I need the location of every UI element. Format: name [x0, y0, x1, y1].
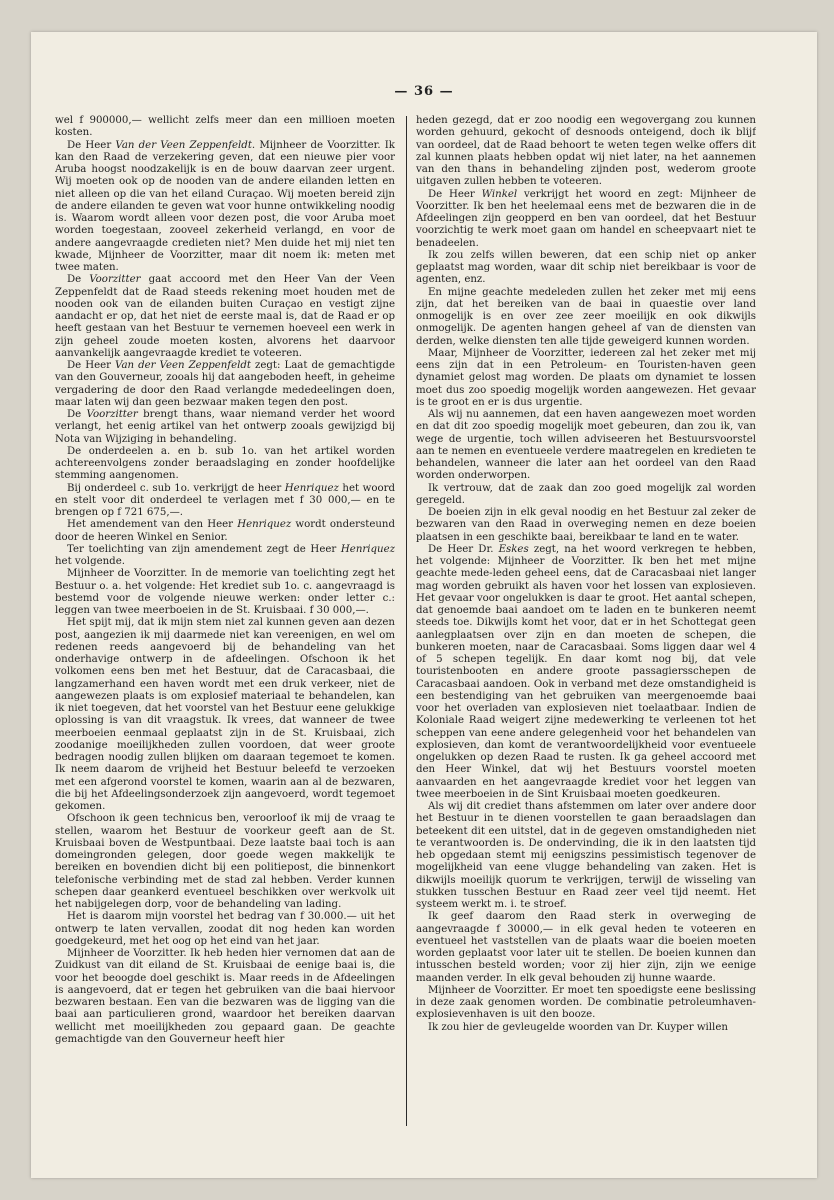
paragraph	[55, 446, 395, 483]
paragraph	[416, 409, 756, 483]
paragraph	[416, 1022, 756, 1034]
paragraph-text: het woord en stelt voor dit onderdeel te verlagen met f 30 000,— en te brengen op f 721 675,—.	[55, 482, 395, 518]
paragraph	[55, 519, 395, 544]
paragraph-text: Als wij nu aannemen, dat een haven aangewezen moet worden en dat dit zoo spoedig mogelijk moet gebeuren, dan zou ik, van wege de urgentie, toch willen adviseeren het Bestuursvoorstel aan te nemen en eventueele verdere maatregelen en kredieten te behandelen, wanneer die later aan het oordeel van den Raad worden onderworpen.	[416, 409, 756, 482]
paragraph-text: wordt ondersteund door de heeren Winkel en Senior.	[55, 519, 395, 543]
paragraph-text: Als wij dit crediet thans afstemmen om later over andere door het Bestuur in te dienen voorstellen te gaan beraadslagen dan beteekent dit een uitstel, dat in de gegeven omstandigheden niet te verantwoorden is. De ondervinding, die ik in den laatsten tijd heb opgedaan stemt mij eenigszins pessimistisch tegenover de mogelijkheid van eene vlugge behandeling van zaken. Het is dikwijls moeilijk quorum te verkrijgen, terwijl de wisseling van stukken tusschen Bestuur en Raad zeer veel tijd neemt. Het systeem werkt m. i. te stroef.	[416, 801, 756, 910]
paragraph-text: Mijnheer de Voorzitter. Ik heb heden hier vernomen dat aan de Zuidkust van dit eiland de St. Kruisbaai de eenige baai is, die voor het beoogde doel geschikt is. Maar reeds in de Afdeelingen is aangevoerd, dat er tegen het gebruiken van die baai hiervoor bezwaren bestaan. Een van die bezwaren was de ligging van die baai aan particulieren grond, waardoor het bereiken daarvan wellicht met moeilijkheden zou gepaard gaan. De geachte gemachtigde van den Gouverneur heeft hier	[55, 948, 395, 1045]
speaker-name: Winkel	[481, 188, 518, 200]
right-column	[416, 115, 756, 1125]
speaker-name: Henriquez	[340, 543, 395, 555]
speaker-name: Henriquez	[237, 519, 292, 531]
paragraph	[416, 911, 756, 985]
paragraph-text: De boeien zijn in elk geval noodig en het Bestuur zal zeker de bezwaren van den Raad in overweging nemen en deze boeien plaatsen in een geschikte baai, bereikbaar te land en te water.	[416, 507, 756, 543]
paragraph-text: Mijnheer de Voorzitter. Er moet ten spoedigste eene beslissing in deze zaak genomen worden. De combinatie petroleumhaven-explosievenhaven is uit den booze.	[416, 984, 756, 1021]
paragraph-text: Maar, Mijnheer de Voorzitter, iedereen zal het zeker met mij eens zijn dat in een Petroleum- en Touristen-haven geen dynamiet gelost mag worden. De plaats om dynamiet te lossen moet dus zoo spoedig mogelijk worden aangewezen. Het gevaar is te groot en er is dus urgentie.	[416, 347, 756, 408]
paragraph	[55, 568, 395, 617]
paragraph-lead: De	[67, 409, 87, 420]
paragraph-lead: De Heer Dr.	[428, 543, 499, 555]
paragraph	[55, 360, 395, 409]
paragraph-text: Ik geef daarom den Raad sterk in overweging de aangevraagde f 30000,— in elk geval heden te voteeren en eventueel het vaststellen van de plaats waar die boeien moeten worden geplaatst voor later uit te stellen. De boeien kunnen dan intusschen besteld worden; voor zij hier zijn, zijn we eenige maanden verder. In elk geval behouden zij hunne waarde.	[416, 911, 756, 984]
column-divider	[406, 116, 407, 1126]
paragraph	[416, 801, 756, 911]
paragraph-lead: De Heer	[67, 360, 116, 371]
paragraph	[55, 911, 395, 948]
paragraph-lead: Ter toelichting van zijn amendement zegt de Heer	[67, 543, 341, 555]
speaker-name: Van der Veen Zeppenfeldt.	[115, 139, 256, 151]
paragraph	[55, 409, 395, 446]
paragraph-text: het volgende.	[55, 556, 125, 567]
paragraph-text: Het spijt mij, dat ik mijn stem niet zal kunnen geven aan dezen post, aangezien ik mij daarmede niet kan vereenigen, en wel om redenen reeds aangevoerd bij de behandeling van het onderhavige ontwerp in de afdeelingen. Ofschoon ik het volkomen eens ben met het Bestuur, dat de Caracasbaai, die langzamerhand een haven wordt met een druk verkeer, niet de aangewezen plaats is om explosief materiaal te behandelen, kan ik niet toegeven, dat het voorstel van het Bestuur eene gelukkige oplossing is van dit vraagstuk. Ik vrees, dat wanneer de twee meerboeien eenmaal geplaatst zijn in de St. Kruisbaai, zich zoodanige moeilijkheden zullen voordoen, dat weer groote bedragen noodig zullen blijken om daaraan tegemoet te komen. Ik neem daarom de vrijheid het Bestuur beleefd te verzoeken met een afgerond voorstel te komen, waarin aan al de bezwaren, die bij het Afdeelingsonderzoek zijn aangevoerd, wordt tegemoet gekomen.	[55, 617, 395, 812]
paragraph	[416, 250, 756, 287]
paragraph-text: brengt thans, waar niemand verder het woord verlangt, het eenig artikel van het ontwerp zooals gewijzigd bij Nota van Wijziging in behandeling.	[55, 409, 395, 445]
paragraph-text: Ik zou zelfs willen beweren, dat een schip niet op anker geplaatst mag worden, waar dit schip niet bereikbaar is voor de agenten, enz.	[416, 249, 756, 286]
paragraph-text: heden gezegd, dat er zoo noodig een wegovergang zou kunnen worden gehuurd, gekocht of desnoods onteigend, doch ik blijf van oordeel, dat de Raad behoort te weten tegen welke offers dit zal kunnen plaats hebben opdat wij niet later, na het aannemen van den thans in behandeling zijnden post, wederom groote uitgaven zullen hebben te voteeren.	[416, 115, 756, 188]
left-column	[55, 115, 395, 1125]
paragraph	[416, 544, 756, 801]
paragraph-text: verkrijgt het woord en zegt: Mijnheer de Voorzitter. Ik ben het heelemaal eens met de bezwaren die in de Afdeelingen zijn geopperd en ben van oordeel, dat het Bestuur voorzichtig te werk moet gaan om handel en scheepvaart niet te benadeelen.	[416, 188, 756, 249]
paragraph-text: Het is daarom mijn voorstel het bedrag van f 30.000.— uit het ontwerp te laten vervallen, zoodat dit nog heden kan worden goedgekeurd, met het oog op het eind van het jaar.	[55, 911, 395, 947]
paragraph	[55, 948, 395, 1046]
paragraph	[55, 544, 395, 569]
paragraph	[416, 348, 756, 409]
paragraph-text: zegt: Laat de gemachtigde van den Gouverneur, zooals hij dat aangeboden heeft, in geheime vergadering de door den Raad verlangde mededeelingen doen, maar laten wij dan geen bezwaar maken tegen den post.	[55, 360, 395, 408]
speaker-name: Henriquez	[284, 482, 339, 494]
speaker-name: Voorzitter	[89, 274, 141, 286]
speaker-name: Voorzitter	[86, 409, 138, 420]
paragraph-text: zegt, na het woord verkregen te hebben, het volgende: Mijnheer de Voorzitter. Ik ben het met mijne geachte mede-leden geheel eens, dat de Caracasbaai niet langer mag worden gebruikt als haven voor het lossen van explosieven. Het gevaar voor ongelukken is daar te groot. Het aantal schepen, dat genoemde baai aandoet om te laden en te bunkeren neemt steeds toe. Dikwijls komt het voor, dat er in het Schottegat geen aanlegplaatsen over zijn en dan moeten de schepen, die bunkeren moeten, naar de Caracasbaai. Soms liggen daar wel 4 of 5 schepen tegelijk. En daar komt nog bij, dat vele touristenbooten en andere groote passagiersschepen de Caracasbaai aandoen. Ook in verband met deze omstandigheid is een bestendiging van het gebruiken van meergenoemde baai voor het overladen van explosieven niet toelaatbaar. Indien de Koloniale Raad weigert zijne medewerking te verleenen tot het scheppen van eene andere gelegenheid voor het behandelen van explosieven, dan komt de verantwoordelijkheid voor eventueele ongelukken op dezen Raad te rusten. Ik ga geheel accoord met den Heer Winkel, dat wij het Bestuurs voorstel moeten aanvaarden en het aangevraagde krediet voor het leggen van twee meerboeien in de Sint Kruisbaai moeten goedkeuren.	[416, 543, 756, 800]
speaker-name: Van der Veen Zeppenfeldt	[115, 360, 251, 371]
paragraph	[416, 985, 756, 1022]
paragraph-text: wel f 900000,— wellicht zelfs meer dan een millioen moeten kosten.	[55, 115, 395, 139]
paragraph	[55, 813, 395, 911]
paragraph-text: Ik zou hier de gevleugelde woorden van Dr. Kuyper willen	[428, 1021, 728, 1033]
paragraph-text: Mijnheer de Voorzitter. Ik kan den Raad de verzekering geven, dat een nieuwe pier voor Aruba hoogst noodzakelijk is en de bouw daarvan zeer urgent. Wij moeten ook op de nooden van de andere eilanden letten en niet alleen op die van het eiland Curaçao. Wij moeten bereid zijn de andere eilanden te geven wat voor hunne ontwikkeling noodig is. Waarom wordt alleen voor dezen post, die voor Aruba moet worden toegestaan, zooveel zekerheid verlangd, en voor de andere aangevraagde credieten niet? Men duide het mij niet ten kwade, Mijnheer de Voorzitter, maar dit noem ik: meten met twee maten.	[55, 139, 395, 273]
paragraph-text: De onderdeelen a. en b. sub 1o. van het artikel worden achtereenvolgens zonder beraadslaging en zonder hoofdelijke stemming aangenomen.	[55, 445, 395, 482]
paragraph-text: gaat accoord met den Heer Van der Veen Zeppenfeldt dat de Raad steeds rekening moet houden met de nooden ook van de eilanden buiten Curaçao en vestigt zijne aandacht er op, dat het niet de eerste maal is, dat de Raad er op heeft gestaan van het Bestuur te vernemen hoeveel een werk in zijn geheel zoude moeten kosten, alvorens het daarvoor aanvankelijk aangevraagde krediet te voteeren.	[55, 274, 395, 359]
speaker-name: Eskes	[498, 543, 529, 555]
paragraph-lead: De Heer	[428, 188, 482, 200]
paragraph-text: Mijnheer de Voorzitter. In de memorie van toelichting zegt het Bestuur o. a. het volgende: Het krediet sub 1o. c. aangevraagd is bestemd voor de volgende nieuwe werken: onder letter c.: leggen van twee meerboeien in de St. Kruisbaai. f 30 000,—.	[55, 568, 395, 616]
paragraph-lead: De Heer	[67, 139, 116, 151]
paragraph	[416, 115, 756, 189]
paragraph-lead: Het amendement van den Heer	[67, 519, 238, 531]
document-page	[31, 32, 817, 1178]
paragraph	[55, 115, 395, 140]
paragraph	[55, 274, 395, 360]
paragraph	[55, 483, 395, 520]
paragraph-lead: Bij onderdeel c. sub 1o. verkrijgt de heer	[67, 482, 285, 494]
paragraph	[416, 287, 756, 348]
paragraph-lead: De	[67, 274, 90, 286]
paragraph-text: Ik vertrouw, dat de zaak dan zoo goed mogelijk zal worden geregeld.	[416, 482, 756, 506]
paragraph	[416, 189, 756, 250]
paragraph-text: Ofschoon ik geen technicus ben, veroorloof ik mij de vraag te stellen, waarom het Bestuur de voorkeur geeft aan de St. Kruisbaai boven de Westpuntbaai. Deze laatste baai toch is aan domeingronden gelegen, door goede wegen makkelijk te bereiken en bovendien dicht bij een politiepost, die binnenkort telefonische verbinding met de stad zal hebben. Verder kunnen schepen daar geankerd eventueel beschikken over werkvolk uit het nabijgelegen dorp, voor de behandeling van lading.	[55, 813, 395, 910]
paragraph	[416, 483, 756, 508]
paragraph	[55, 617, 395, 813]
paragraph	[416, 507, 756, 544]
page-number: — 36 —	[394, 84, 454, 99]
paragraph-text: En mijne geachte medeleden zullen het zeker met mij eens zijn, dat het bereiken van de baai in quaestie over land onmogelijk is en over zee zeer moeilijk en ook dikwijls onmogelijk. De agenten hangen geheel af van de diensten van derden, welke diensten ten alle tijde geweigerd kunnen worden.	[416, 286, 756, 347]
paragraph	[55, 140, 395, 275]
